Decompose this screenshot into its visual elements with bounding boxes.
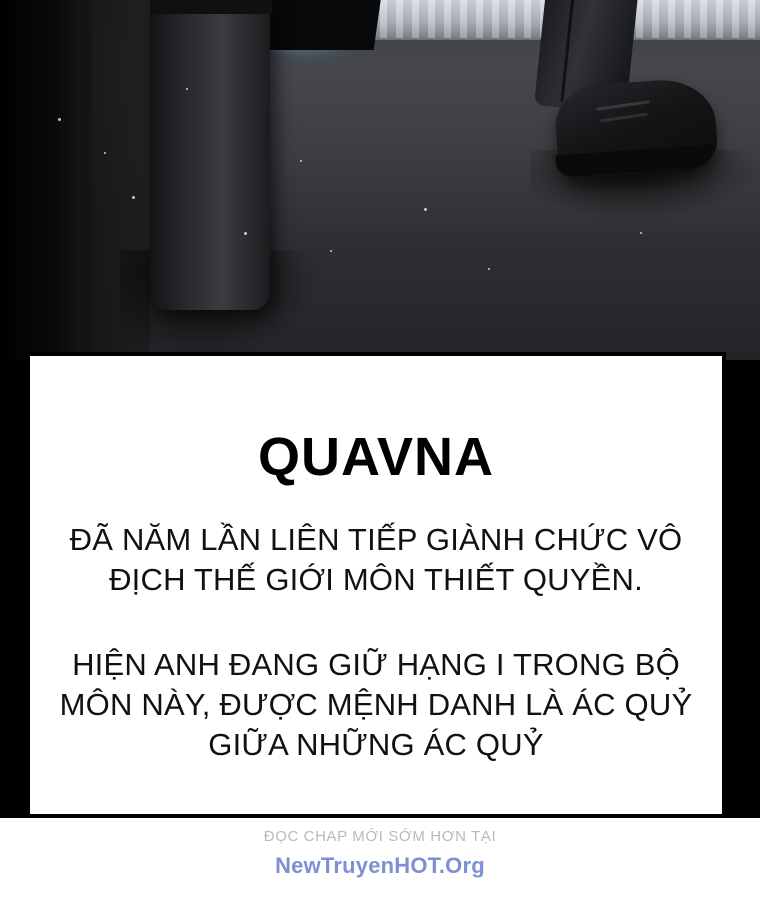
watermark-tagline: ĐỌC CHAP MỚI SỚM HƠN TẠI <box>263 828 497 845</box>
dust-speck <box>330 250 332 252</box>
narration-box <box>26 352 726 818</box>
narration-paragraph-2: HIỆN ANH ĐANG GIỮ HẠNG I TRONG BỘ MÔN NÀY, ĐƯỢC MỆNH DANH LÀ ÁC QUỶ GIỮA NHỮNG ÁC QUỶ <box>59 647 693 762</box>
watermark-site-link[interactable]: NewTruyenHOT.Org <box>275 853 485 878</box>
character-name-title: QUAVNA <box>257 427 494 487</box>
comic-artwork-panel <box>0 0 760 360</box>
dust-speck <box>424 208 427 211</box>
dust-speck <box>244 232 247 235</box>
pillar-top-cap <box>150 0 272 14</box>
dust-speck <box>104 152 106 154</box>
dust-speck <box>488 268 490 270</box>
left-dark-wall <box>0 0 92 360</box>
narration-paragraph-1: ĐÃ NĂM LẦN LIÊN TIẾP GIÀNH CHỨC VÔ ĐỊCH THẾ GIỚI MÔN THIẾT QUYỀN. <box>69 522 683 597</box>
dust-speck <box>58 118 61 121</box>
narration-box-content <box>30 356 722 784</box>
dust-speck <box>132 196 135 199</box>
pillar-object <box>150 0 270 310</box>
dust-speck <box>640 232 642 234</box>
watermark-footer <box>0 818 760 900</box>
dust-speck <box>300 160 302 162</box>
dust-speck <box>186 88 188 90</box>
